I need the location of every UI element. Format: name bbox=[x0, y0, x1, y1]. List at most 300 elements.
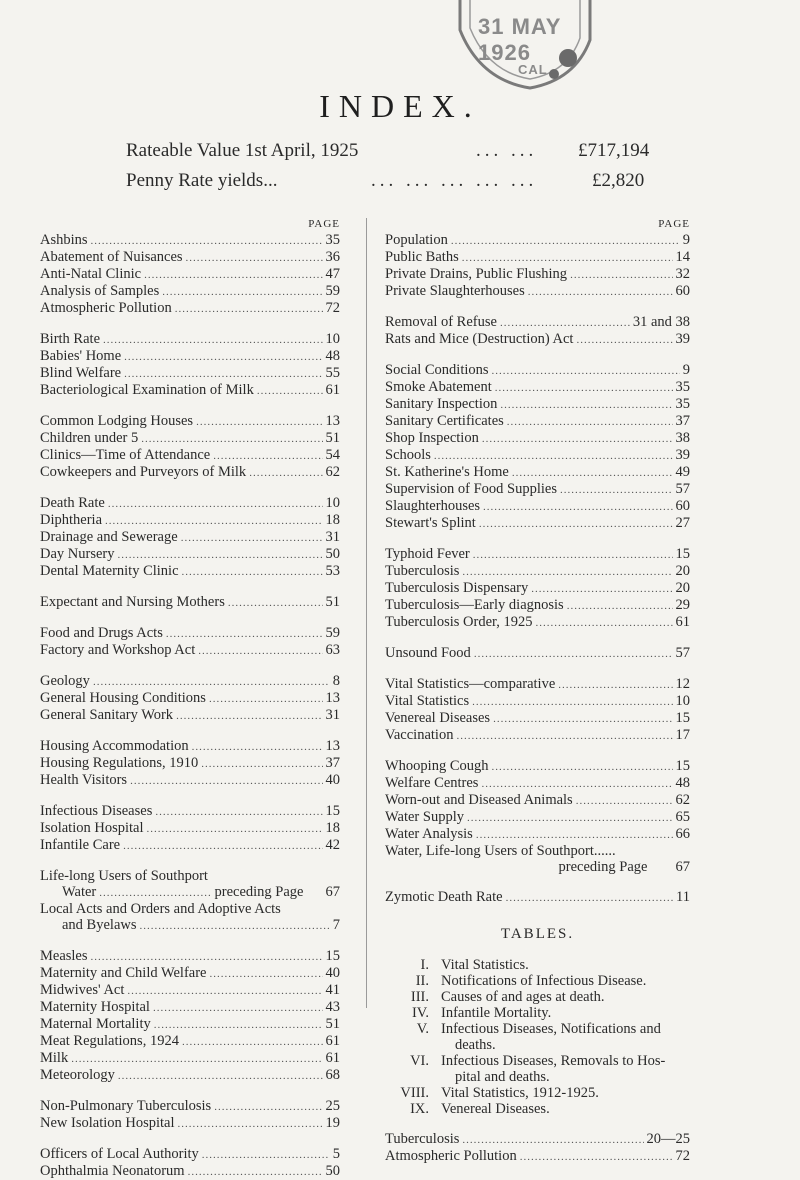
entry-page-number: 31 bbox=[325, 529, 340, 545]
dot-leader bbox=[144, 267, 322, 283]
spacer bbox=[40, 789, 340, 803]
dot-leader bbox=[462, 564, 672, 580]
entry-page-number: 61 bbox=[325, 382, 340, 398]
dot-leader bbox=[201, 756, 322, 772]
table-title: Causes of and ages at death. bbox=[441, 989, 605, 1005]
column-divider bbox=[366, 218, 367, 1008]
table-title-continued: deaths. bbox=[455, 1037, 496, 1053]
entry-page-number: 47 bbox=[325, 266, 340, 282]
entry-label: Welfare Centres bbox=[385, 775, 479, 791]
dot-leader bbox=[209, 691, 323, 707]
index-entry bbox=[40, 707, 340, 724]
entry-page-number: 36 bbox=[325, 249, 340, 265]
index-entry bbox=[40, 546, 340, 563]
spacer bbox=[385, 875, 690, 889]
entry-page-number: 13 bbox=[325, 413, 340, 429]
entry-page-number: 17 bbox=[675, 727, 690, 743]
spacer bbox=[40, 854, 340, 868]
table-title-wrap bbox=[441, 1101, 690, 1117]
entry-label: Common Lodging Houses bbox=[40, 413, 194, 429]
table-title-wrap bbox=[441, 989, 690, 1005]
entry-label: Local Acts and Orders and Adoptive Acts bbox=[40, 901, 281, 917]
dot-leader bbox=[188, 1164, 323, 1180]
entry-label: Tuberculosis—Early diagnosis bbox=[385, 597, 564, 613]
entry-page-number: 62 bbox=[325, 464, 340, 480]
index-entry bbox=[385, 1148, 690, 1165]
dot-leader bbox=[105, 513, 322, 529]
entry-label: Blind Welfare bbox=[40, 365, 122, 381]
entry-label: Bacteriological Examination of Milk bbox=[40, 382, 254, 398]
table-number: VIII. bbox=[400, 1085, 429, 1101]
index-entry bbox=[40, 837, 340, 854]
entry-page-number: 9 bbox=[682, 362, 690, 378]
index-entry bbox=[40, 901, 340, 917]
dot-leader bbox=[482, 431, 673, 447]
entry-label: Worn-out and Diseased Animals bbox=[385, 792, 573, 808]
index-entry bbox=[40, 1146, 340, 1163]
entry-page-number: 48 bbox=[675, 775, 690, 791]
summary-label: Penny Rate yields... bbox=[126, 170, 278, 191]
dot-leader bbox=[182, 564, 323, 580]
index-entry bbox=[385, 727, 690, 744]
dot-leader bbox=[560, 482, 673, 498]
entry-label: Removal of Refuse bbox=[385, 314, 497, 330]
entry-label: Atmospheric Pollution bbox=[385, 1148, 517, 1164]
index-entry bbox=[40, 283, 340, 300]
entry-page-number: 72 bbox=[675, 1148, 690, 1164]
dot-leader bbox=[213, 448, 322, 464]
dot-leader bbox=[182, 1034, 323, 1050]
entry-label: Infantile Care bbox=[40, 837, 121, 853]
index-entry bbox=[40, 232, 340, 249]
table-title-wrap bbox=[441, 1021, 690, 1053]
dot-leader bbox=[124, 366, 322, 382]
entry-label: Housing Regulations, 1910 bbox=[40, 755, 199, 771]
entry-label: Health Visitors bbox=[40, 772, 128, 788]
summary-row-penny-rate bbox=[126, 170, 686, 200]
index-entry bbox=[385, 792, 690, 809]
entry-page-number: 63 bbox=[325, 642, 340, 658]
spacer bbox=[40, 611, 340, 625]
entry-label: Zymotic Death Rate bbox=[385, 889, 503, 905]
entry-label: Analysis of Samples bbox=[40, 283, 160, 299]
entry-label: Infectious Diseases bbox=[40, 803, 153, 819]
entry-label: Children under 5 bbox=[40, 430, 139, 446]
dot-leader bbox=[567, 598, 673, 614]
entry-page-number: 31 and 38 bbox=[632, 314, 690, 330]
dot-leader bbox=[570, 267, 672, 283]
entry-label: Water Analysis bbox=[385, 826, 473, 842]
dot-leader bbox=[576, 793, 673, 809]
spacer bbox=[40, 481, 340, 495]
spacer bbox=[40, 580, 340, 594]
entry-page-number: 10 bbox=[325, 495, 340, 511]
entry-page-number: 40 bbox=[325, 965, 340, 981]
summary-block bbox=[126, 140, 686, 200]
dot-leader bbox=[492, 759, 673, 775]
entry-label: Factory and Workshop Act bbox=[40, 642, 196, 658]
table-list-item bbox=[385, 973, 690, 989]
index-entry bbox=[40, 529, 340, 546]
entry-label: Life-long Users of Southport bbox=[40, 868, 208, 884]
table-list-item bbox=[385, 1101, 690, 1117]
entry-page-number: 60 bbox=[675, 498, 690, 514]
entry-label: Vital Statistics bbox=[385, 693, 470, 709]
spacer bbox=[40, 659, 340, 673]
entry-label: Social Conditions bbox=[385, 362, 489, 378]
entry-label: Unsound Food bbox=[385, 645, 471, 661]
spacer bbox=[385, 532, 690, 546]
entry-page-number: 20 bbox=[675, 580, 690, 596]
index-entry bbox=[385, 283, 690, 300]
entry-label: Measles bbox=[40, 948, 88, 964]
entry-page-number: 39 bbox=[675, 447, 690, 463]
entry-page-number: 35 bbox=[325, 232, 340, 248]
entry-page-number: 29 bbox=[675, 597, 690, 613]
table-title: Infectious Diseases, Notifications and bbox=[441, 1021, 661, 1037]
received-stamp bbox=[440, 0, 600, 92]
dot-leader bbox=[198, 643, 322, 659]
index-entry bbox=[385, 889, 690, 906]
stamp-label: CAL bbox=[518, 62, 548, 77]
entry-page-number: 5 bbox=[332, 1146, 340, 1162]
summary-value: £717,194 bbox=[578, 140, 650, 161]
table-title: Infantile Mortality. bbox=[441, 1005, 552, 1021]
table-list-item bbox=[385, 1085, 690, 1101]
entry-label: Tuberculosis bbox=[385, 563, 460, 579]
entry-page-number: 57 bbox=[675, 645, 690, 661]
entry-page-number: 20—25 bbox=[646, 1131, 690, 1147]
entry-page-number: 15 bbox=[325, 948, 340, 964]
entry-label: Whooping Cough bbox=[385, 758, 489, 774]
entry-label: Dental Maternity Clinic bbox=[40, 563, 179, 579]
dot-leader bbox=[147, 821, 323, 837]
index-entry bbox=[385, 464, 690, 481]
dot-leader bbox=[500, 397, 672, 413]
entry-page-number: 62 bbox=[675, 792, 690, 808]
table-title-wrap bbox=[441, 957, 690, 973]
entry-label: Officers of Local Authority bbox=[40, 1146, 199, 1162]
dot-leader bbox=[467, 810, 673, 826]
entry-label: Geology bbox=[40, 673, 90, 689]
entry-page-number: 53 bbox=[325, 563, 340, 579]
dot-leader bbox=[91, 233, 323, 249]
dot-leader bbox=[162, 284, 322, 300]
entry-continuation-text: and Byelaws bbox=[62, 917, 137, 933]
dot-leader bbox=[462, 250, 673, 266]
entry-label: St. Katherine's Home bbox=[385, 464, 509, 480]
entry-page-number: 10 bbox=[675, 693, 690, 709]
index-entry bbox=[385, 430, 690, 447]
entry-label: Vital Statistics—comparative bbox=[385, 676, 556, 692]
entry-page-number: 42 bbox=[325, 837, 340, 853]
entry-label: Stewart's Splint bbox=[385, 515, 476, 531]
page-column-header: PAGE bbox=[658, 218, 690, 230]
entry-page-number: 19 bbox=[325, 1115, 340, 1131]
entry-label: Tuberculosis Order, 1925 bbox=[385, 614, 533, 630]
dot-leader bbox=[462, 1132, 643, 1148]
index-entry bbox=[40, 365, 340, 382]
entry-page-number: 11 bbox=[676, 889, 690, 905]
entry-label: Meat Regulations, 1924 bbox=[40, 1033, 179, 1049]
index-entry bbox=[385, 249, 690, 266]
summary-dots: ... ... ... ... ... bbox=[371, 170, 538, 191]
index-entry bbox=[40, 300, 340, 317]
page-title: INDEX. bbox=[319, 88, 481, 124]
entry-page-number: 72 bbox=[325, 300, 340, 316]
index-entry bbox=[385, 693, 690, 710]
index-column-left bbox=[40, 218, 340, 1180]
index-entry bbox=[385, 775, 690, 792]
entry-label: Isolation Hospital bbox=[40, 820, 144, 836]
index-entry bbox=[385, 597, 690, 614]
dot-leader bbox=[483, 499, 672, 515]
spacer bbox=[40, 317, 340, 331]
entry-label: Birth Rate bbox=[40, 331, 101, 347]
dot-leader bbox=[93, 674, 330, 690]
dot-leader bbox=[214, 1099, 322, 1115]
dot-leader bbox=[118, 1068, 323, 1084]
dot-leader bbox=[202, 1147, 330, 1163]
index-entry-continuation bbox=[385, 859, 690, 875]
table-title: Vital Statistics, 1912-1925. bbox=[441, 1085, 599, 1101]
dot-leader bbox=[479, 516, 673, 532]
entry-page-number: 37 bbox=[325, 755, 340, 771]
index-entry bbox=[40, 999, 340, 1016]
table-number: IV. bbox=[411, 1005, 429, 1021]
entry-label: Food and Drugs Acts bbox=[40, 625, 163, 641]
entry-page-number: 15 bbox=[675, 546, 690, 562]
index-entry bbox=[40, 594, 340, 611]
index-entry bbox=[385, 580, 690, 597]
index-entry bbox=[385, 232, 690, 249]
entry-page-number: 25 bbox=[325, 1098, 340, 1114]
entry-page-number: 37 bbox=[675, 413, 690, 429]
entry-label: Ophthalmia Neonatorum bbox=[40, 1163, 185, 1179]
dot-leader bbox=[186, 250, 323, 266]
dot-leader bbox=[154, 1017, 323, 1033]
entry-label: Shop Inspection bbox=[385, 430, 479, 446]
table-list-item bbox=[385, 1021, 690, 1053]
table-list-item bbox=[385, 1053, 690, 1085]
index-entry bbox=[40, 1050, 340, 1067]
table-number: II. bbox=[415, 973, 429, 989]
entry-page-number: 35 bbox=[675, 396, 690, 412]
entry-label: Supervision of Food Supplies bbox=[385, 481, 557, 497]
entry-page-number: 49 bbox=[675, 464, 690, 480]
entry-page-number: 55 bbox=[325, 365, 340, 381]
entry-page-number: 12 bbox=[675, 676, 690, 692]
entry-page-number: 39 bbox=[675, 331, 690, 347]
dot-leader bbox=[576, 332, 672, 348]
entry-page-number: 60 bbox=[675, 283, 690, 299]
entry-page-number: 38 bbox=[675, 430, 690, 446]
entry-page-number: 66 bbox=[675, 826, 690, 842]
index-entry bbox=[385, 676, 690, 693]
index-entry bbox=[385, 362, 690, 379]
dot-leader bbox=[476, 827, 673, 843]
index-entry bbox=[40, 642, 340, 659]
dot-leader bbox=[127, 983, 322, 999]
index-entry bbox=[385, 413, 690, 430]
dot-leader bbox=[558, 677, 672, 693]
entry-label: Ashbins bbox=[40, 232, 88, 248]
dot-leader bbox=[512, 465, 673, 481]
entry-continuation-tail: preceding Page bbox=[214, 884, 304, 900]
index-entry bbox=[40, 447, 340, 464]
entry-label: Maternity Hospital bbox=[40, 999, 150, 1015]
dot-leader bbox=[481, 776, 672, 792]
entry-page-number: 50 bbox=[325, 1163, 340, 1179]
dot-leader bbox=[456, 728, 672, 744]
entry-page-number: 15 bbox=[675, 710, 690, 726]
index-entry bbox=[40, 948, 340, 965]
table-list-item bbox=[385, 957, 690, 973]
summary-label: Rateable Value 1st April, 1925 bbox=[126, 140, 359, 161]
index-entry bbox=[40, 382, 340, 399]
entry-page-number: 18 bbox=[325, 820, 340, 836]
entry-label: Drainage and Sewerage bbox=[40, 529, 178, 545]
index-entry bbox=[40, 965, 340, 982]
dot-leader bbox=[493, 711, 672, 727]
spacer bbox=[385, 662, 690, 676]
index-entry bbox=[385, 396, 690, 413]
entry-label: Expectant and Nursing Mothers bbox=[40, 594, 225, 610]
table-title-wrap bbox=[441, 1005, 690, 1021]
entry-page-number: 59 bbox=[325, 625, 340, 641]
table-number: V. bbox=[416, 1021, 429, 1037]
entry-page-number: 61 bbox=[325, 1050, 340, 1066]
entry-page-number: 61 bbox=[325, 1033, 340, 1049]
tables-heading: TABLES. bbox=[500, 926, 575, 942]
entry-label: Sanitary Certificates bbox=[385, 413, 504, 429]
entry-page-number: 51 bbox=[325, 430, 340, 446]
entry-page-number: 31 bbox=[325, 707, 340, 723]
entry-page-number: 27 bbox=[675, 515, 690, 531]
index-entry bbox=[40, 755, 340, 772]
index-entry bbox=[40, 803, 340, 820]
index-entry-continuation bbox=[40, 884, 340, 901]
entry-label: New Isolation Hospital bbox=[40, 1115, 175, 1131]
entry-page-number: 57 bbox=[675, 481, 690, 497]
index-entry bbox=[385, 826, 690, 843]
index-entry bbox=[40, 1115, 340, 1132]
index-entry bbox=[385, 314, 690, 331]
entry-page-number: 32 bbox=[675, 266, 690, 282]
entry-page-number: 65 bbox=[675, 809, 690, 825]
entry-page-number: 68 bbox=[325, 1067, 340, 1083]
dot-leader bbox=[103, 332, 322, 348]
entry-label: Public Baths bbox=[385, 249, 459, 265]
entry-page-number: 15 bbox=[325, 803, 340, 819]
dot-leader bbox=[118, 547, 323, 563]
index-entry bbox=[40, 495, 340, 512]
dot-leader bbox=[500, 315, 630, 331]
index-entry bbox=[385, 546, 690, 563]
dot-leader bbox=[181, 530, 323, 546]
spacer bbox=[40, 1132, 340, 1146]
index-entry bbox=[385, 331, 690, 348]
index-entry bbox=[385, 563, 690, 580]
dot-leader bbox=[520, 1149, 673, 1165]
index-entry bbox=[40, 820, 340, 837]
dot-leader bbox=[176, 708, 322, 724]
dot-leader bbox=[249, 465, 322, 481]
index-entry bbox=[385, 498, 690, 515]
entry-label: Slaughterhouses bbox=[385, 498, 481, 514]
dot-leader bbox=[434, 448, 673, 464]
entry-label: Maternity and Child Welfare bbox=[40, 965, 207, 981]
index-entry bbox=[385, 614, 690, 631]
dot-leader bbox=[474, 646, 673, 662]
entry-label: Population bbox=[385, 232, 448, 248]
index-entry bbox=[385, 843, 690, 859]
entry-page-number: 43 bbox=[325, 999, 340, 1015]
entry-page-number: 7 bbox=[332, 917, 340, 933]
entry-label: Atmospheric Pollution bbox=[40, 300, 172, 316]
dot-leader bbox=[507, 414, 673, 430]
page-column-header: PAGE bbox=[308, 218, 340, 230]
dot-leader bbox=[209, 966, 322, 982]
table-title: Infectious Diseases, Removals to Hos- bbox=[441, 1053, 666, 1069]
spacer bbox=[385, 1117, 690, 1131]
dot-leader bbox=[257, 383, 323, 399]
entry-label: Venereal Diseases bbox=[385, 710, 491, 726]
table-number: III. bbox=[410, 989, 429, 1005]
index-entry bbox=[40, 413, 340, 430]
dot-leader bbox=[473, 547, 673, 563]
index-entry bbox=[385, 710, 690, 727]
summary-dots: ... ... bbox=[476, 140, 538, 161]
dot-leader bbox=[71, 1051, 322, 1067]
index-entry bbox=[40, 430, 340, 447]
dot-leader bbox=[528, 284, 673, 300]
entry-label: Schools bbox=[385, 447, 431, 463]
entry-page-number: 59 bbox=[325, 283, 340, 299]
table-title-wrap bbox=[441, 1053, 690, 1085]
dot-leader bbox=[140, 918, 330, 934]
entry-page-number: 18 bbox=[325, 512, 340, 528]
table-title: Notifications of Infectious Disease. bbox=[441, 973, 647, 989]
dot-leader bbox=[192, 739, 323, 755]
spacer bbox=[385, 744, 690, 758]
entry-page-number: 9 bbox=[682, 232, 690, 248]
table-number: VI. bbox=[410, 1053, 429, 1069]
index-entry bbox=[385, 758, 690, 775]
index-entry bbox=[40, 331, 340, 348]
entry-page-number: 51 bbox=[325, 1016, 340, 1032]
entry-label: Water, Life-long Users of Southport...... bbox=[385, 843, 616, 859]
dot-leader bbox=[130, 773, 322, 789]
dot-leader bbox=[451, 233, 680, 249]
entry-page-number: 41 bbox=[325, 982, 340, 998]
entry-continuation-text: Water bbox=[62, 884, 97, 900]
index-entry bbox=[385, 515, 690, 532]
index-entry bbox=[40, 625, 340, 642]
table-list-item bbox=[385, 989, 690, 1005]
entry-label: Cowkeepers and Purveyors of Milk bbox=[40, 464, 247, 480]
index-entry bbox=[40, 1016, 340, 1033]
entry-page-number: 20 bbox=[675, 563, 690, 579]
table-list-item bbox=[385, 1005, 690, 1021]
stamp-date: 31 MAY 1926 bbox=[478, 14, 562, 65]
spacer bbox=[40, 399, 340, 413]
entry-continuation-text: preceding Page bbox=[558, 859, 648, 875]
entry-page-number: 40 bbox=[325, 772, 340, 788]
index-entry bbox=[40, 690, 340, 707]
entry-page-number: 61 bbox=[675, 614, 690, 630]
index-entry bbox=[40, 266, 340, 283]
